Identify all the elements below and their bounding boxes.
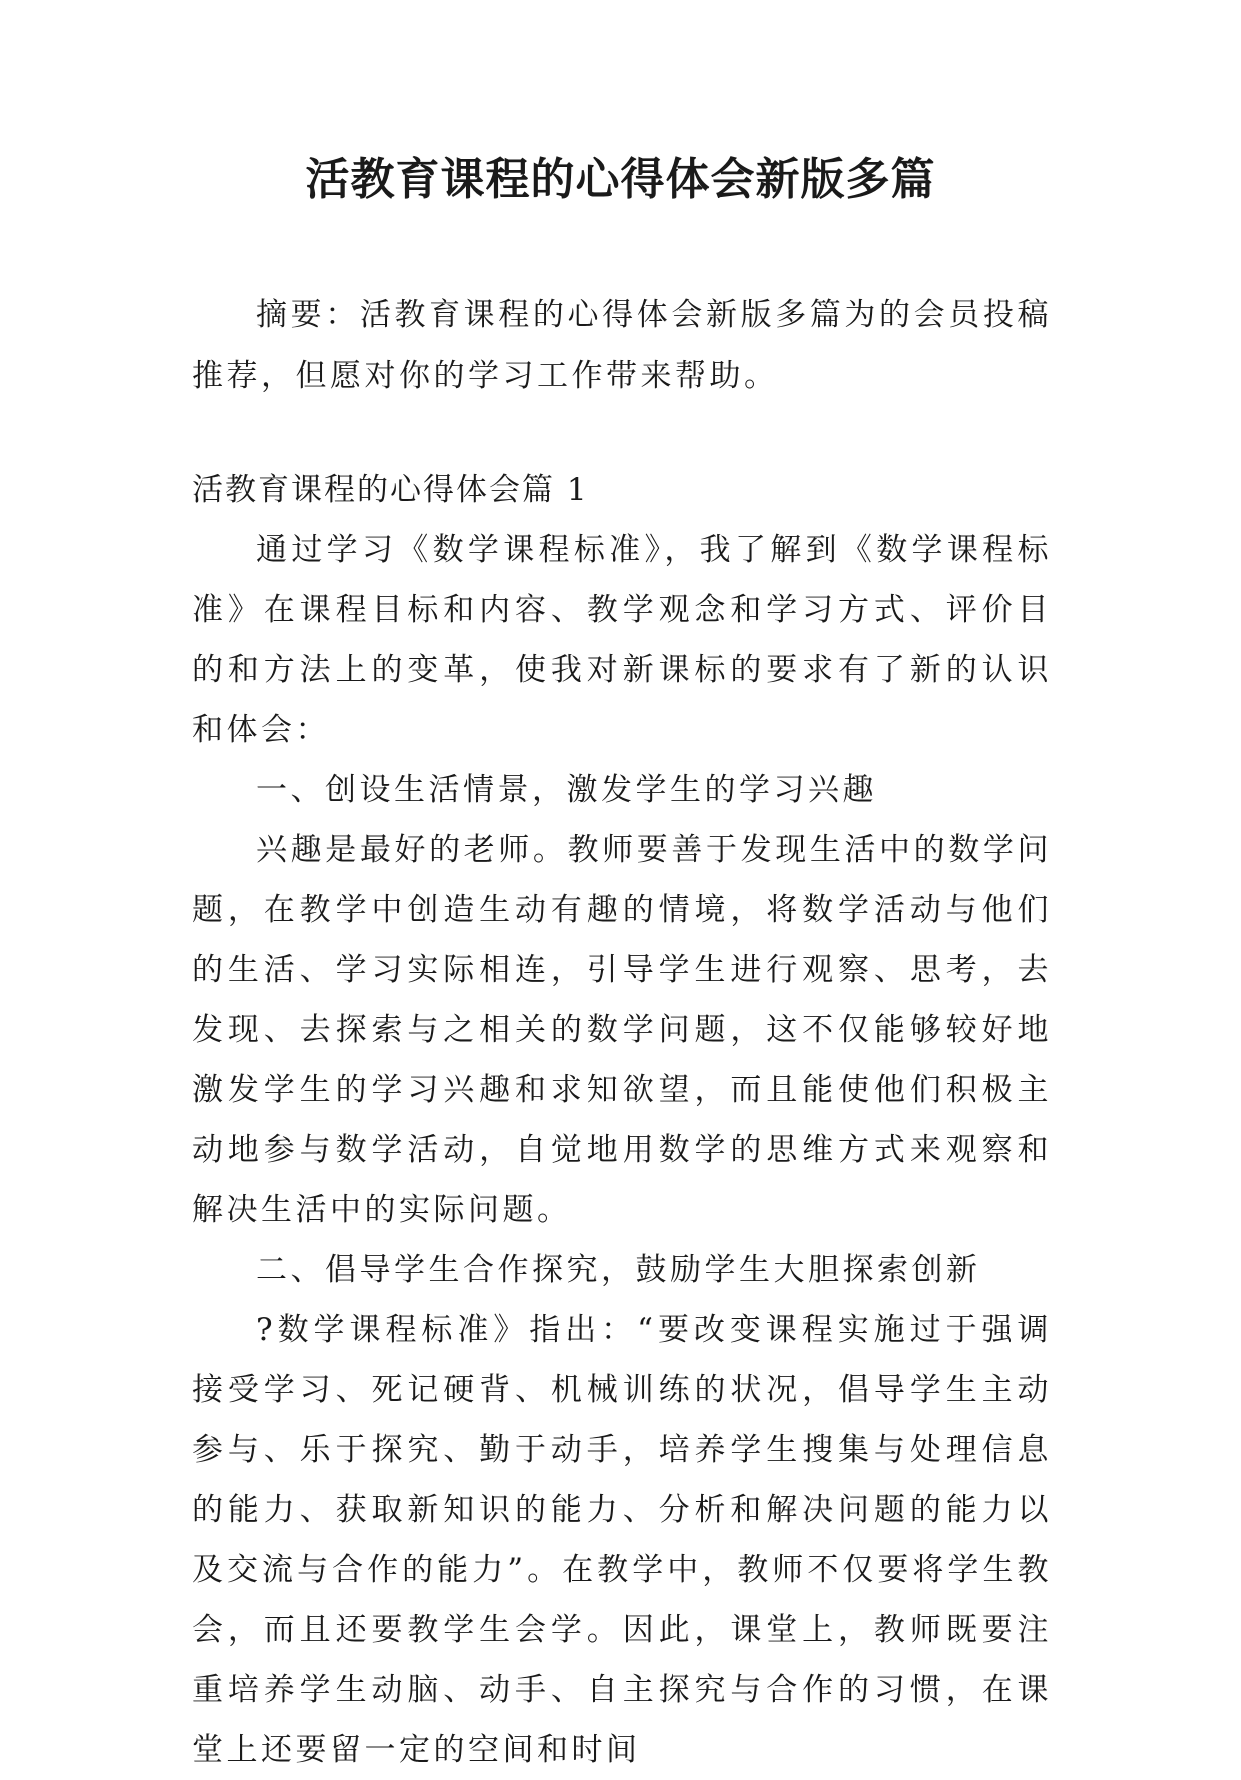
body-text xyxy=(192,520,1052,1780)
body-paragraph-cooperation: ?数学课程标准》指出：“要改变课程实施过于强调接受学习、死记硬背、机械训练的状况，倡导学生主动参与、乐于探究、勤于动手，培养学生搜集与处理信息的能力、获取新知识的能力、分析和解决问题的能力以及交流与合作的能力”。在教学中，教师不仅要将学生教会，而且还要教学生会学。因此，课堂上，教师既要注重培养学生动脑、动手、自主探究与合作的习惯，在课堂上还要留一定的空间和时间 xyxy=(192,1312,1052,1768)
subheading-two: 二、倡导学生合作探究，鼓励学生大胆探索创新 xyxy=(256,1252,981,1288)
body-paragraph-interest: 兴趣是最好的老师。教师要善于发现生活中的数学问题，在教学中创造生动有趣的情境，将数学活动与他们的生活、学习实际相连，引导学生进行观察、思考，去发现、去探索与之相关的数学问题，这不仅能够较好地激发学生的学习兴趣和求知欲望，而且能使他们积极主动地参与数学活动，自觉地用数学的思维方式来观察和解决生活中的实际问题。 xyxy=(192,832,1052,1228)
body-paragraph-intro: 通过学习《数学课程标准》，我了解到《数学课程标准》在课程目标和内容、教学观念和学习方式、评价目的和方法上的变革，使我对新课标的要求有了新的认识和体会： xyxy=(192,532,1052,748)
abstract-paragraph: 摘要：活教育课程的心得体会新版多篇为的会员投稿推荐，但愿对你的学习工作带来帮助。 xyxy=(192,297,1052,394)
subheading-one: 一、创设生活情景，激发学生的学习兴趣 xyxy=(256,772,877,808)
page-title: 活教育课程的心得体会新版多篇 xyxy=(305,154,936,205)
section-heading: 活教育课程的心得体会篇 1 xyxy=(192,472,589,508)
